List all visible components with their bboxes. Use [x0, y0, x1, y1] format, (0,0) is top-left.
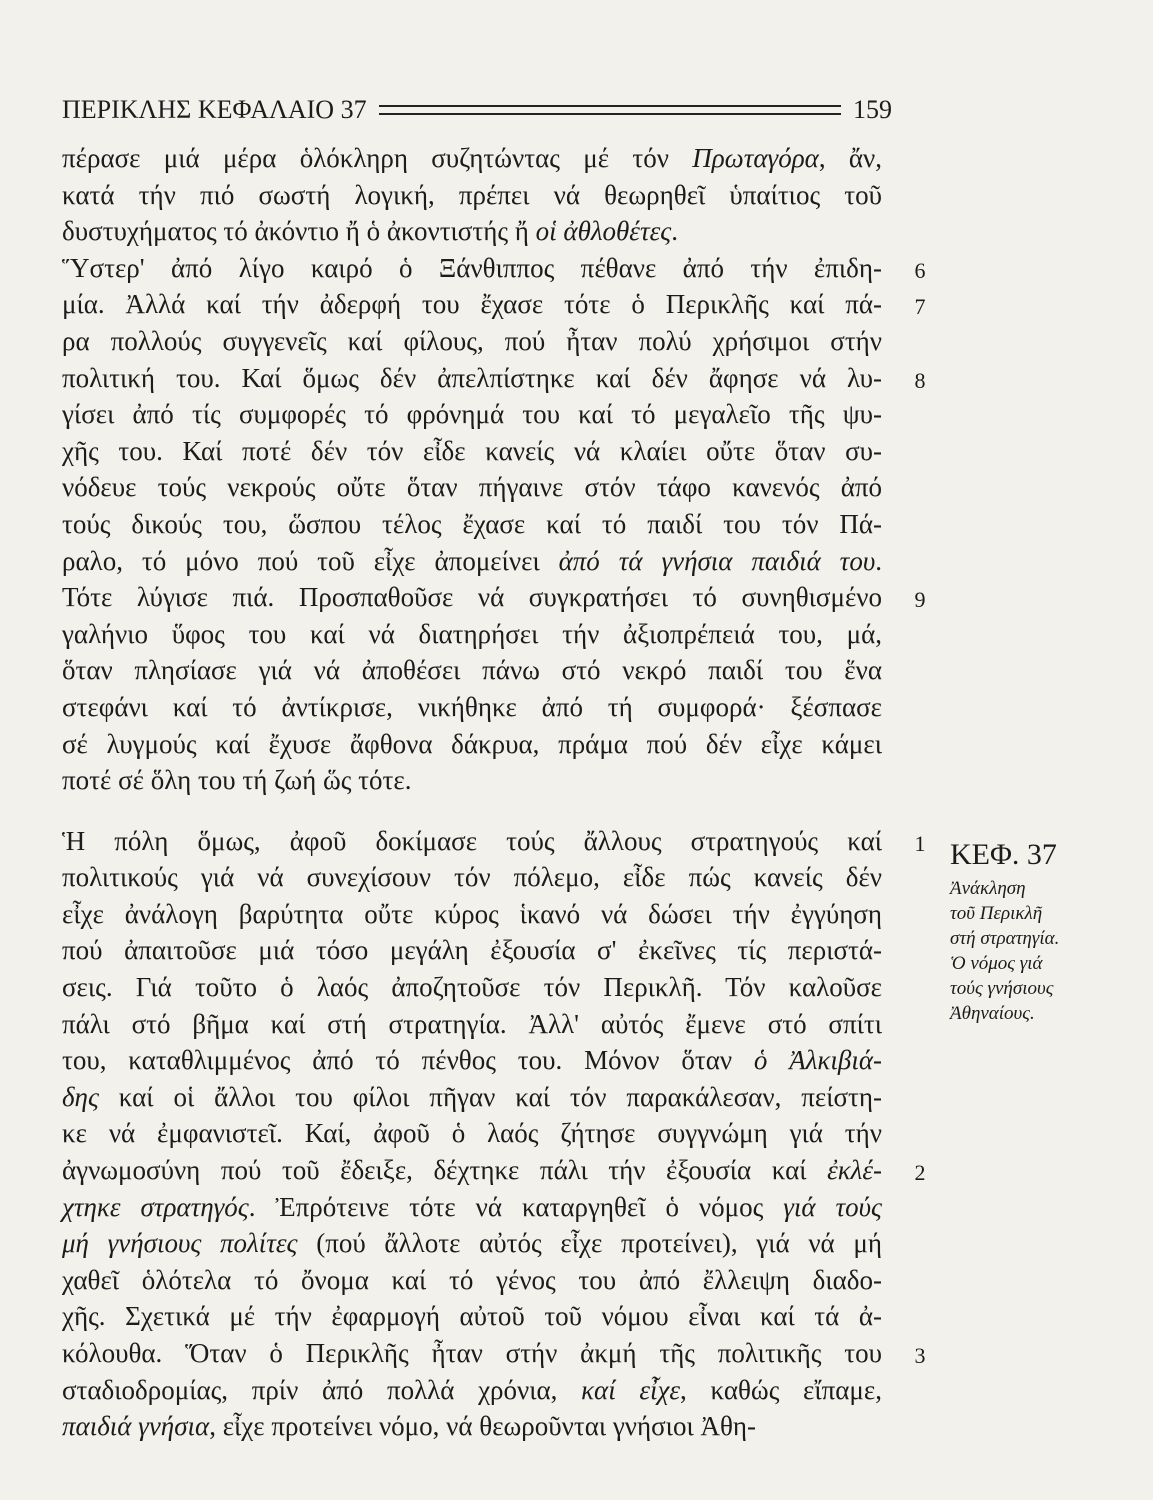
text-run: κατά τήν πιό σωστή λογική, πρέπει νά θεωρηθεῖ ὑπαίτιος τοῦ: [62, 179, 882, 210]
text-line: [62, 1006, 882, 1043]
margin-number: 6: [914, 257, 926, 283]
text-line: [62, 1189, 882, 1226]
text-line: [62, 689, 882, 726]
italic-run: ἀπό τά γνήσια παιδιά του: [558, 545, 876, 576]
text-run: εἶχε ἀνάλογη βαρύτητα οὔτε κύρος ἱκανό νά δώσει τήν ἐγγύηση: [62, 898, 882, 929]
text-line: [62, 213, 882, 250]
text-line: [62, 932, 882, 969]
text-line: [62, 177, 882, 214]
running-header: [62, 92, 892, 128]
margin-number: 3: [914, 1343, 926, 1368]
text-line: [62, 1372, 882, 1409]
text-run: , καθώς εἴπαμε,: [680, 1374, 882, 1405]
sidenote-text: Ἀνάκληση τοῦ Περικλῆ στή στρατηγία. Ὁ νόμος γιά τούς γνήσιους Ἀθηναίους.: [950, 878, 1060, 1024]
text-line: [62, 823, 882, 860]
text-line: [62, 1335, 882, 1372]
text-run: γαλήνιο ὕφος του καί νά διατηρήσει τήν ἀξιοπρέπειά του, μά,: [62, 618, 882, 649]
margin-number: 9: [914, 587, 926, 613]
text-line: [62, 323, 882, 360]
text-line: [62, 250, 882, 287]
text-line: [62, 469, 882, 506]
italic-run: γιά τούς: [783, 1191, 883, 1222]
text-run: , ἄν,: [818, 143, 882, 173]
italic-run: δης: [62, 1081, 99, 1112]
text-line: [62, 1152, 882, 1189]
text-line: [62, 1262, 882, 1299]
text-run: (πού ἄλλοτε αὐτός εἶχε προτείνει), γιά νά μή: [297, 1228, 882, 1259]
text-line: [62, 616, 882, 653]
text-run: . Ἐπρότεινε τότε νά καταργηθεῖ ὁ νόμος: [248, 1191, 784, 1222]
text-run: του, καταθλιμμένος ἀπό τό πένθος του. Μόνον ὅταν: [62, 1045, 754, 1076]
text-line: [62, 396, 882, 433]
text-run: Ἡ πόλη ὅμως, ἀφοῦ δοκίμασε τούς ἄλλους στρατηγούς καί: [62, 825, 882, 856]
text-run: πού ἀπαιτοῦσε μιά τόσο μεγάλη ἐξουσία σ' ἐκεῖνες τίς περιστά-: [62, 935, 882, 966]
text-line: [62, 969, 882, 1006]
text-run: Ὕστερ' ἀπό λίγο καιρό ὁ Ξάνθιππος πέθανε ἀπό τήν ἐπιδη-: [62, 252, 882, 283]
body-text: [62, 140, 882, 1445]
italic-run: ἐκλέ-: [827, 1155, 882, 1186]
text-run: καί οἱ ἄλλοι του φίλοι πῆγαν καί τόν παρακάλεσαν, πείστη-: [98, 1081, 882, 1112]
text-run: ἀγνωμοσύνη πού τοῦ ἔδειξε, δέχτηκε πάλι τήν ἐξουσία καί: [62, 1155, 828, 1186]
text-run: ὅταν πλησίασε γιά νά ἀποθέσει πάνω στό νεκρό παιδί του ἕνα: [62, 655, 882, 686]
text-run: .: [671, 216, 678, 247]
margin-number: 7: [914, 294, 926, 320]
text-line: [62, 1079, 882, 1116]
italic-run: παιδιά γνήσια: [62, 1411, 210, 1442]
text-run: γίσει ἀπό τίς συμφορές τό φρόνημά του καί τό μεγαλεῖο τῆς ψυ-: [62, 399, 882, 430]
text-line: [62, 1225, 882, 1262]
italic-run: Πρωταγόρα: [692, 143, 819, 173]
margin-number: 1: [914, 830, 926, 856]
text-line: [62, 1298, 882, 1335]
text-run: πάλι στό βῆμα καί στή στρατηγία. Ἀλλ' αὐτός ἔμενε στό σπίτι: [62, 1008, 882, 1039]
text-run: σεις. Γιά τοῦτο ὁ λαός ἀποζητοῦσε τόν Περικλῆ. Τόν καλοῦσε: [62, 972, 882, 1003]
paragraph: [62, 250, 882, 799]
text-run: πέρασε μιά μέρα ὁλόκληρη συζητώντας μέ τόν: [62, 143, 693, 173]
text-line: [62, 506, 882, 543]
text-line: [62, 1115, 882, 1152]
text-run: , εἶχε προτείνει νόμο, νά θεωροῦνται γνήσιοι Ἀθη-: [209, 1411, 757, 1442]
text-run: σέ λυγμούς καί ἔχυσε ἄφθονα δάκρυα, πράμα πού δέν εἶχε κάμει: [62, 728, 882, 759]
text-line: [62, 579, 882, 616]
italic-run: ὁ Ἀλκιβιά-: [753, 1045, 882, 1076]
text-run: μία. Ἀλλά καί τήν ἀδερφή του ἔχασε τότε ὁ Περικλῆς καί πά-: [62, 289, 882, 320]
paragraph: [62, 823, 882, 1445]
italic-run: χτηκε στρατηγός: [62, 1191, 249, 1222]
margin-number: 8: [914, 367, 926, 393]
text-line: [62, 1042, 882, 1079]
paragraph: [62, 140, 882, 250]
text-run: χαθεῖ ὁλότελα τό ὄνομα καί τό γένος του ἀπό ἔλλειψη διαδο-: [62, 1264, 882, 1295]
margin-number: 2: [914, 1160, 926, 1186]
text-line: [62, 1408, 882, 1445]
text-line: [62, 140, 882, 177]
text-line: [62, 286, 882, 323]
text-run: νόδευε τούς νεκρούς οὔτε ὅταν πήγαινε στόν τάφο κανενός ἀπό: [62, 472, 882, 503]
text-line: [62, 762, 882, 799]
sidenote-chapter: ΚΕΦ. 37: [950, 838, 1057, 871]
text-run: πολιτικούς γιά νά συνεχίσουν τόν πόλεμο, εἶδε πώς κανείς δέν: [62, 862, 882, 893]
text-run: ποτέ σέ ὅλη του τή ζωή ὥς τότε.: [62, 765, 412, 796]
text-line: [62, 360, 882, 397]
text-run: στεφάνι καί τό ἀντίκρισε, νικήθηκε ἀπό τή συμφορά· ξέσπασε: [62, 691, 882, 722]
italic-run: οἱ ἀθλοθέτες: [535, 216, 672, 247]
text-line: [62, 726, 882, 763]
text-run: .: [875, 545, 882, 576]
text-line: [62, 859, 882, 896]
text-run: χῆς του. Καί ποτέ δέν τόν εἶδε κανείς νά κλαίει οὔτε ὅταν συ-: [62, 435, 882, 466]
italic-run: μή γνήσιους πολίτες: [62, 1228, 298, 1259]
text-run: σταδιοδρομίας, πρίν ἀπό πολλά χρόνια,: [62, 1374, 582, 1405]
text-run: κόλουθα. Ὅταν ὁ Περικλῆς ἦταν στήν ἀκμή τῆς πολιτικῆς του: [62, 1338, 882, 1368]
text-run: δυστυχήματος τό ἀκόντιο ἤ ὁ ἀκοντιστής ἤ: [62, 216, 536, 247]
page-number: 159: [853, 95, 892, 124]
text-line: [62, 543, 882, 580]
text-run: ραλο, τό μόνο πού τοῦ εἶχε ἀπομείνει: [62, 545, 559, 576]
text-line: [62, 433, 882, 470]
running-title: ΠΕΡΙΚΛΗΣ ΚΕΦΑΛΑΙΟ 37: [62, 95, 367, 124]
header-rule: [379, 105, 841, 115]
text-run: χῆς. Σχετικά μέ τήν ἐφαρμογή αὐτοῦ τοῦ νόμου εἶναι καί τά ἀ-: [62, 1301, 882, 1332]
text-run: κε νά ἐμφανιστεῖ. Καί, ἀφοῦ ὁ λαός ζήτησε συγγνώμη γιά τήν: [62, 1118, 882, 1149]
text-run: Τότε λύγισε πιά. Προσπαθοῦσε νά συγκρατήσει τό συνηθισμένο: [62, 582, 882, 613]
text-run: τούς δικούς του, ὥσπου τέλος ἔχασε καί τό παιδί του τόν Πά-: [62, 508, 882, 539]
text-line: [62, 652, 882, 689]
text-line: [62, 896, 882, 933]
text-run: πολιτική του. Καί ὅμως δέν ἀπελπίστηκε καί δέν ἄφησε νά λυ-: [62, 362, 882, 393]
text-run: ρα πολλούς συγγενεῖς καί φίλους, πού ἦταν πολύ χρήσιμοι στήν: [62, 325, 882, 356]
italic-run: καί εἶχε: [581, 1374, 681, 1405]
chapter-sidenote: [950, 838, 1130, 1026]
